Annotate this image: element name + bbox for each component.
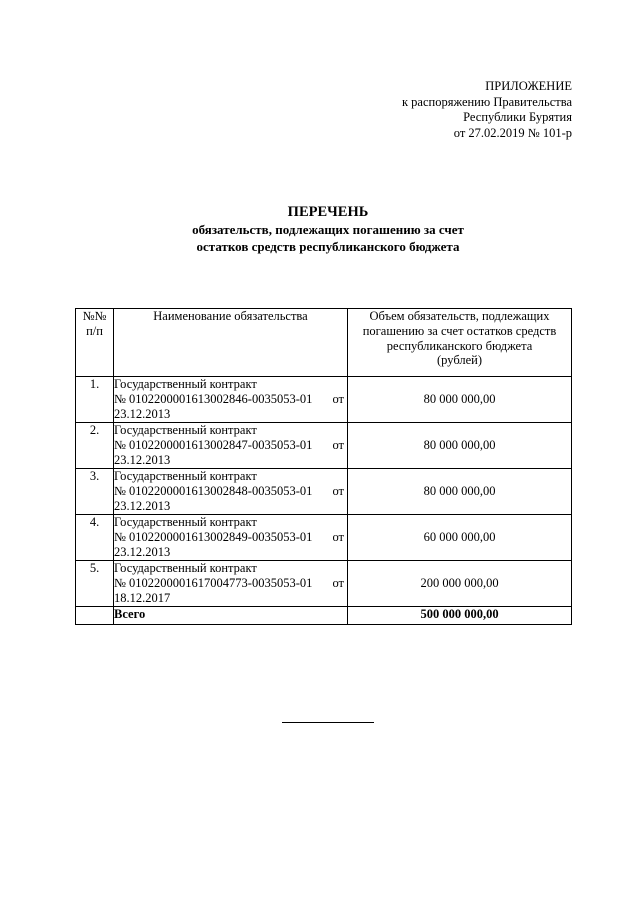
appendix-block bbox=[402, 79, 572, 141]
table-row bbox=[76, 561, 572, 607]
header-amount-line1: Объем обязательств, подлежащих bbox=[369, 309, 550, 323]
contract-number-line bbox=[114, 576, 347, 591]
row-obligation-name bbox=[114, 423, 348, 469]
contract-date: 23.12.2013 bbox=[114, 498, 171, 513]
contract-number: № 0102200001613002848-0035053-01 bbox=[114, 483, 313, 498]
row-amount: 80 000 000,00 bbox=[348, 423, 572, 469]
contract-number-line bbox=[114, 484, 347, 499]
row-amount: 60 000 000,00 bbox=[348, 515, 572, 561]
row-obligation-name bbox=[114, 515, 348, 561]
document-title bbox=[0, 204, 640, 255]
title-subtitle-line1: обязательств, подлежащих погашению за счет bbox=[192, 222, 464, 237]
total-amount: 500 000 000,00 bbox=[348, 607, 572, 625]
contract-number: № 0102200001613002847-0035053-01 bbox=[114, 437, 313, 452]
contract-type: Государственный контракт bbox=[114, 423, 257, 437]
table-row bbox=[76, 377, 572, 423]
row-number: 1. bbox=[76, 377, 114, 423]
contract-date: 18.12.2017 bbox=[114, 590, 171, 605]
contract-from: от bbox=[332, 575, 344, 590]
header-amount bbox=[348, 309, 572, 377]
contract-number: № 0102200001613002849-0035053-01 bbox=[114, 529, 313, 544]
contract-date: 23.12.2013 bbox=[114, 406, 171, 421]
contract-date: 23.12.2013 bbox=[114, 544, 171, 559]
contract-from: от bbox=[332, 483, 344, 498]
contract-from: от bbox=[332, 391, 344, 406]
total-row bbox=[76, 607, 572, 625]
contract-type: Государственный контракт bbox=[114, 515, 257, 529]
header-number-line2: п/п bbox=[86, 323, 103, 338]
header-number bbox=[76, 309, 114, 377]
table-row bbox=[76, 423, 572, 469]
table-row bbox=[76, 515, 572, 561]
contract-type: Государственный контракт bbox=[114, 469, 257, 483]
header-amount-line4: (рублей) bbox=[436, 353, 483, 368]
row-number: 4. bbox=[76, 515, 114, 561]
obligations-table bbox=[75, 308, 572, 625]
row-number: 2. bbox=[76, 423, 114, 469]
appendix-date-number: от 27.02.2019 № 101-р bbox=[453, 125, 572, 140]
contract-from: от bbox=[332, 437, 344, 452]
header-amount-line3: республиканского бюджета bbox=[386, 338, 533, 353]
total-label: Всего bbox=[114, 607, 348, 625]
row-obligation-name bbox=[114, 377, 348, 423]
contract-type: Государственный контракт bbox=[114, 377, 257, 391]
table-header-row bbox=[76, 309, 572, 377]
contract-number-line bbox=[114, 530, 347, 545]
row-obligation-name bbox=[114, 561, 348, 607]
contract-date: 23.12.2013 bbox=[114, 452, 171, 467]
table-row bbox=[76, 469, 572, 515]
title-subtitle-line2: остатков средств республиканского бюджета bbox=[196, 239, 460, 254]
appendix-order-ref: к распоряжению Правительства bbox=[401, 94, 572, 109]
header-obligation-name bbox=[114, 309, 348, 377]
header-name-text: Наименование обязательства bbox=[153, 309, 308, 323]
contract-number: № 0102200001617004773-0035053-01 bbox=[114, 575, 313, 590]
contract-number-line bbox=[114, 392, 347, 407]
closing-divider bbox=[282, 722, 374, 723]
row-number: 3. bbox=[76, 469, 114, 515]
title-main: ПЕРЕЧЕНЬ bbox=[287, 204, 369, 220]
header-number-line1: №№ bbox=[82, 309, 107, 323]
row-amount: 200 000 000,00 bbox=[348, 561, 572, 607]
header-amount-line2: погашению за счет остатков средств bbox=[362, 323, 557, 338]
contract-number-line bbox=[114, 438, 347, 453]
row-amount: 80 000 000,00 bbox=[348, 469, 572, 515]
appendix-label: ПРИЛОЖЕНИЕ bbox=[485, 79, 572, 93]
row-number: 5. bbox=[76, 561, 114, 607]
row-obligation-name bbox=[114, 469, 348, 515]
appendix-republic: Республики Бурятия bbox=[463, 110, 572, 125]
contract-type: Государственный контракт bbox=[114, 561, 257, 575]
total-number-empty bbox=[76, 607, 114, 625]
contract-from: от bbox=[332, 529, 344, 544]
contract-number: № 0102200001613002846-0035053-01 bbox=[114, 391, 313, 406]
row-amount: 80 000 000,00 bbox=[348, 377, 572, 423]
